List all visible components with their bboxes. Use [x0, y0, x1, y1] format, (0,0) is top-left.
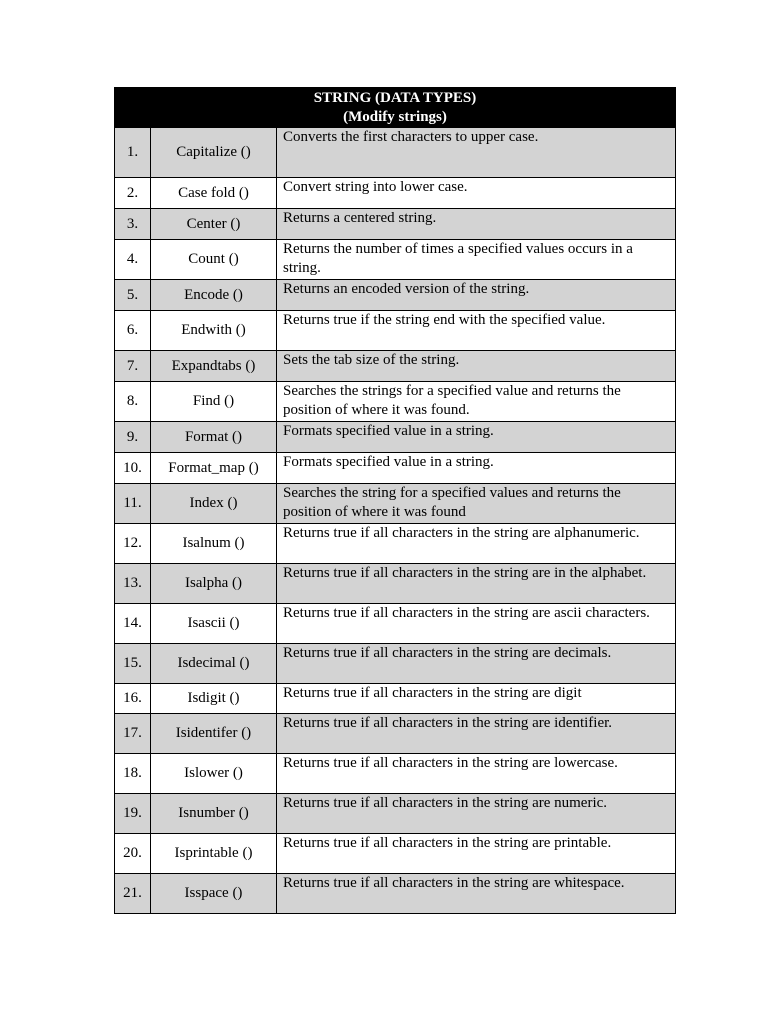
method-description: Returns true if all characters in the string are lowercase.	[277, 754, 676, 794]
row-number: 6.	[115, 311, 151, 351]
method-description: Sets the tab size of the string.	[277, 351, 676, 382]
method-description: Formats specified value in a string.	[277, 453, 676, 484]
method-description: Returns true if all characters in the string are printable.	[277, 834, 676, 874]
method-name: Capitalize ()	[151, 128, 277, 178]
method-description: Returns true if the string end with the specified value.	[277, 311, 676, 351]
row-number: 19.	[115, 794, 151, 834]
row-number: 8.	[115, 382, 151, 422]
method-name: Isdigit ()	[151, 684, 277, 714]
method-name: Isspace ()	[151, 874, 277, 914]
table-row	[115, 684, 676, 714]
method-description: Searches the string for a specified values and returns the position of where it was found	[277, 484, 676, 524]
table-row	[115, 794, 676, 834]
row-number: 13.	[115, 564, 151, 604]
table-row	[115, 209, 676, 240]
method-name: Center ()	[151, 209, 277, 240]
table-row	[115, 311, 676, 351]
table-row	[115, 604, 676, 644]
table-row	[115, 714, 676, 754]
row-number: 12.	[115, 524, 151, 564]
method-name: Format ()	[151, 422, 277, 453]
table-row	[115, 524, 676, 564]
method-name: Isalpha ()	[151, 564, 277, 604]
method-name: Isnumber ()	[151, 794, 277, 834]
method-name: Index ()	[151, 484, 277, 524]
method-name: Expandtabs ()	[151, 351, 277, 382]
table-header	[115, 88, 676, 128]
table-row	[115, 644, 676, 684]
row-number: 11.	[115, 484, 151, 524]
method-name: Isidentifer ()	[151, 714, 277, 754]
method-name: Find ()	[151, 382, 277, 422]
method-description: Returns a centered string.	[277, 209, 676, 240]
table-row	[115, 240, 676, 280]
table-row	[115, 382, 676, 422]
table-subtitle: (Modify strings)	[343, 108, 447, 125]
method-description: Returns true if all characters in the string are alphanumeric.	[277, 524, 676, 564]
row-number: 14.	[115, 604, 151, 644]
row-number: 10.	[115, 453, 151, 484]
row-number: 9.	[115, 422, 151, 453]
string-methods-table	[114, 87, 676, 914]
table-row	[115, 874, 676, 914]
method-description: Returns true if all characters in the string are digit	[277, 684, 676, 714]
table-row	[115, 178, 676, 209]
method-description: Returns true if all characters in the string are decimals.	[277, 644, 676, 684]
row-number: 4.	[115, 240, 151, 280]
table-row	[115, 834, 676, 874]
row-number: 5.	[115, 280, 151, 311]
table-row	[115, 484, 676, 524]
method-name: Case fold ()	[151, 178, 277, 209]
document-page	[114, 87, 675, 914]
method-description: Returns true if all characters in the string are in the alphabet.	[277, 564, 676, 604]
table-row	[115, 351, 676, 382]
row-number: 20.	[115, 834, 151, 874]
method-name: Endwith ()	[151, 311, 277, 351]
method-description: Convert string into lower case.	[277, 178, 676, 209]
method-description: Returns true if all characters in the string are ascii characters.	[277, 604, 676, 644]
method-description: Returns true if all characters in the string are whitespace.	[277, 874, 676, 914]
row-number: 21.	[115, 874, 151, 914]
table-row	[115, 422, 676, 453]
row-number: 7.	[115, 351, 151, 382]
method-description: Formats specified value in a string.	[277, 422, 676, 453]
method-name: Encode ()	[151, 280, 277, 311]
method-description: Returns an encoded version of the string.	[277, 280, 676, 311]
method-name: Isalnum ()	[151, 524, 277, 564]
row-number: 17.	[115, 714, 151, 754]
method-description: Returns true if all characters in the string are identifier.	[277, 714, 676, 754]
row-number: 3.	[115, 209, 151, 240]
table-header-row	[115, 88, 676, 128]
row-number: 16.	[115, 684, 151, 714]
method-description: Converts the first characters to upper case.	[277, 128, 676, 178]
table-row	[115, 128, 676, 178]
method-name: Count ()	[151, 240, 277, 280]
row-number: 18.	[115, 754, 151, 794]
table-row	[115, 453, 676, 484]
row-number: 1.	[115, 128, 151, 178]
method-description: Searches the strings for a specified value and returns the position of where it was found.	[277, 382, 676, 422]
table-row	[115, 280, 676, 311]
method-name: Isdecimal ()	[151, 644, 277, 684]
method-name: Isprintable ()	[151, 834, 277, 874]
table-row	[115, 754, 676, 794]
method-description: Returns true if all characters in the string are numeric.	[277, 794, 676, 834]
table-row	[115, 564, 676, 604]
method-name: Islower ()	[151, 754, 277, 794]
table-title: STRING (DATA TYPES)	[313, 89, 477, 106]
row-number: 2.	[115, 178, 151, 209]
method-description: Returns the number of times a specified values occurs in a string.	[277, 240, 676, 280]
row-number: 15.	[115, 644, 151, 684]
method-name: Format_map ()	[151, 453, 277, 484]
method-name: Isascii ()	[151, 604, 277, 644]
